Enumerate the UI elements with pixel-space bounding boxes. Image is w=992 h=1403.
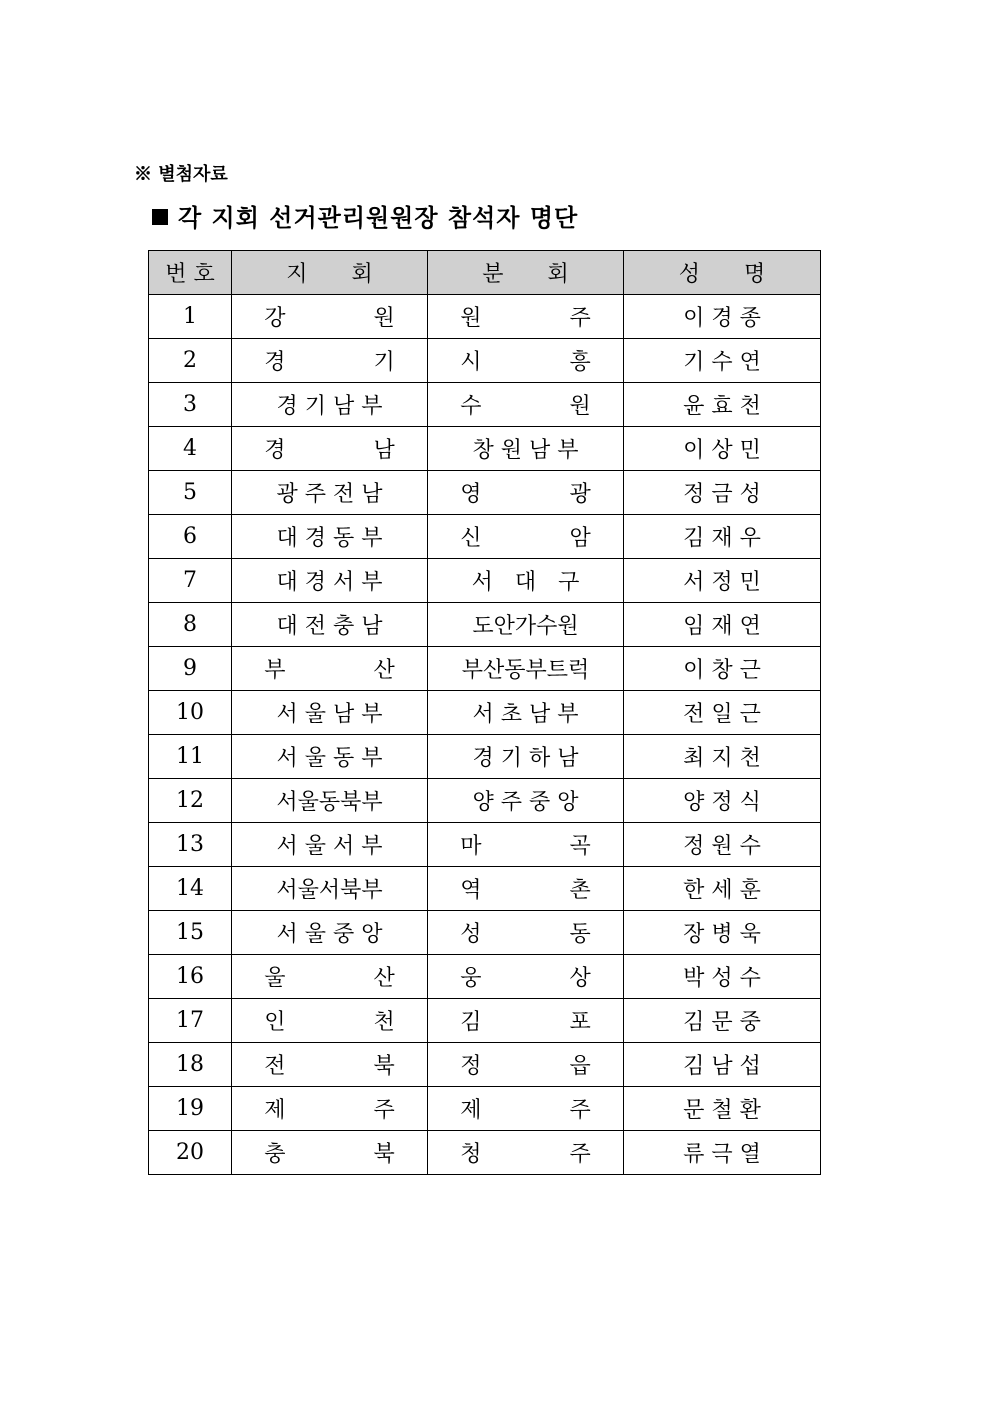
cell-subbranch: 정 읍 [428,1043,624,1087]
cell-subbranch: 성 동 [428,911,624,955]
cell-number: 8 [149,603,232,647]
cell-subbranch: 서 대 구 [428,559,624,603]
table-row [149,779,821,823]
cell-number: 15 [149,911,232,955]
cell-number: 16 [149,955,232,999]
cell-branch: 제 주 [232,1087,428,1131]
cell-branch: 서울서북부 [232,867,428,911]
table-row [149,691,821,735]
cell-branch: 경 남 [232,427,428,471]
cell-name: 김 문 중 [624,999,821,1043]
cell-number: 5 [149,471,232,515]
cell-name: 최 지 천 [624,735,821,779]
cell-number: 12 [149,779,232,823]
cell-branch: 강 원 [232,295,428,339]
cell-branch: 서울동북부 [232,779,428,823]
cell-name: 이 경 종 [624,295,821,339]
cell-name: 김 남 섭 [624,1043,821,1087]
cell-subbranch: 시 흥 [428,339,624,383]
table-row [149,955,821,999]
cell-branch: 서 울 남 부 [232,691,428,735]
title-text: 각 지회 선거관리원원장 참석자 명단 [178,203,579,232]
cell-subbranch: 역 촌 [428,867,624,911]
cell-subbranch: 김 포 [428,999,624,1043]
cell-number: 14 [149,867,232,911]
cell-number: 19 [149,1087,232,1131]
cell-subbranch: 부산동부트럭 [428,647,624,691]
cell-subbranch: 수 원 [428,383,624,427]
table-row [149,1087,821,1131]
cell-number: 10 [149,691,232,735]
cell-branch: 경 기 남 부 [232,383,428,427]
table-row [149,427,821,471]
cell-subbranch: 신 암 [428,515,624,559]
cell-subbranch: 도안가수원 [428,603,624,647]
table-body [149,295,821,1175]
header-subbranch: 분 회 [428,251,624,295]
table-row [149,647,821,691]
cell-number: 1 [149,295,232,339]
header-number: 번 호 [149,251,232,295]
attendee-table [148,250,821,1175]
cell-branch: 서 울 동 부 [232,735,428,779]
cell-number: 9 [149,647,232,691]
cell-name: 한 세 훈 [624,867,821,911]
header-name: 성 명 [624,251,821,295]
cell-name: 양 정 식 [624,779,821,823]
cell-branch: 서 울 서 부 [232,823,428,867]
cell-subbranch: 웅 상 [428,955,624,999]
table-row [149,383,821,427]
cell-number: 2 [149,339,232,383]
table-row [149,339,821,383]
table-row [149,911,821,955]
cell-name: 윤 효 천 [624,383,821,427]
cell-branch: 인 천 [232,999,428,1043]
cell-branch: 대 경 동 부 [232,515,428,559]
cell-subbranch: 마 곡 [428,823,624,867]
cell-number: 11 [149,735,232,779]
cell-subbranch: 창 원 남 부 [428,427,624,471]
cell-subbranch: 경 기 하 남 [428,735,624,779]
table-row [149,603,821,647]
table-row [149,735,821,779]
cell-branch: 울 산 [232,955,428,999]
cell-name: 정 금 성 [624,471,821,515]
document-title [152,198,578,233]
cell-name: 박 성 수 [624,955,821,999]
cell-subbranch: 영 광 [428,471,624,515]
table-row [149,1131,821,1175]
cell-name: 전 일 근 [624,691,821,735]
table-row [149,999,821,1043]
table-header-row [149,251,821,295]
table-row [149,867,821,911]
cell-name: 이 상 민 [624,427,821,471]
cell-branch: 부 산 [232,647,428,691]
cell-number: 6 [149,515,232,559]
cell-number: 20 [149,1131,232,1175]
cell-number: 17 [149,999,232,1043]
cell-branch: 전 북 [232,1043,428,1087]
cell-name: 기 수 연 [624,339,821,383]
cell-number: 13 [149,823,232,867]
cell-subbranch: 제 주 [428,1087,624,1131]
cell-branch: 광 주 전 남 [232,471,428,515]
cell-name: 문 철 환 [624,1087,821,1131]
cell-branch: 충 북 [232,1131,428,1175]
cell-name: 김 재 우 [624,515,821,559]
cell-name: 장 병 욱 [624,911,821,955]
table-row [149,471,821,515]
cell-branch: 서 울 중 앙 [232,911,428,955]
table-row [149,1043,821,1087]
cell-number: 3 [149,383,232,427]
cell-number: 18 [149,1043,232,1087]
cell-subbranch: 원 주 [428,295,624,339]
attachment-note: ※ 별첨자료 [134,164,228,185]
cell-name: 서 정 민 [624,559,821,603]
cell-name: 류 극 열 [624,1131,821,1175]
table-row [149,823,821,867]
cell-number: 4 [149,427,232,471]
cell-name: 정 원 수 [624,823,821,867]
table-row [149,295,821,339]
cell-number: 7 [149,559,232,603]
square-bullet-icon [152,209,168,225]
cell-branch: 대 전 충 남 [232,603,428,647]
table-row [149,559,821,603]
cell-name: 임 재 연 [624,603,821,647]
cell-branch: 대 경 서 부 [232,559,428,603]
cell-name: 이 창 근 [624,647,821,691]
cell-branch: 경 기 [232,339,428,383]
cell-subbranch: 청 주 [428,1131,624,1175]
cell-subbranch: 서 초 남 부 [428,691,624,735]
cell-subbranch: 양 주 중 앙 [428,779,624,823]
table-row [149,515,821,559]
header-branch: 지 회 [232,251,428,295]
